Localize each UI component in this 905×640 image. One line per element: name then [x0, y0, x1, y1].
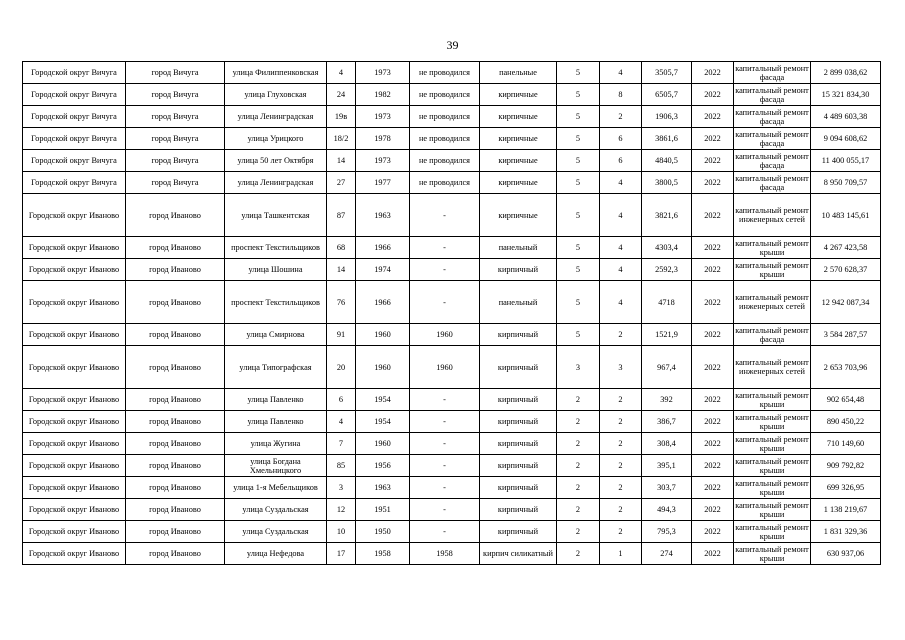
cell-floors: 5 [557, 194, 600, 237]
cell-locality: город Иваново [126, 259, 225, 281]
cell-repair-year: 2022 [692, 411, 734, 433]
cell-cost: 8 950 709,57 [811, 172, 881, 194]
cell-build-year: 1960 [356, 433, 410, 455]
cell-build-year: 1977 [356, 172, 410, 194]
cell-municipality: Городской округ Иваново [23, 324, 126, 346]
cell-area: 395,1 [642, 455, 692, 477]
table-row [23, 477, 881, 499]
cell-entrances: 2 [600, 433, 642, 455]
cell-wall-material: кирпичный [480, 411, 557, 433]
cell-last-repair-year: - [410, 477, 480, 499]
cell-area: 6505,7 [642, 84, 692, 106]
table-row [23, 346, 881, 389]
table-row [23, 543, 881, 565]
cell-last-repair-year: - [410, 499, 480, 521]
cell-wall-material: кирпичный [480, 433, 557, 455]
cell-cost: 4 489 603,38 [811, 106, 881, 128]
cell-cost: 2 899 038,62 [811, 62, 881, 84]
cell-wall-material: кирпичный [480, 477, 557, 499]
cell-entrances: 4 [600, 281, 642, 324]
cell-cost: 15 321 834,30 [811, 84, 881, 106]
cell-build-year: 1982 [356, 84, 410, 106]
cell-cost: 902 654,48 [811, 389, 881, 411]
cell-house-number: 68 [327, 237, 356, 259]
cell-municipality: Городской округ Иваново [23, 194, 126, 237]
table-row [23, 259, 881, 281]
cell-house-number: 14 [327, 150, 356, 172]
cell-build-year: 1951 [356, 499, 410, 521]
cell-repair-year: 2022 [692, 150, 734, 172]
table-row [23, 237, 881, 259]
cell-locality: город Иваново [126, 455, 225, 477]
cell-locality: город Иваново [126, 346, 225, 389]
cell-build-year: 1958 [356, 543, 410, 565]
cell-municipality: Городской округ Иваново [23, 543, 126, 565]
cell-cost: 12 942 087,34 [811, 281, 881, 324]
cell-repair-year: 2022 [692, 324, 734, 346]
cell-repair-year: 2022 [692, 389, 734, 411]
cell-cost: 10 483 145,61 [811, 194, 881, 237]
cell-locality: город Иваново [126, 237, 225, 259]
cell-entrances: 2 [600, 106, 642, 128]
cell-street: улица Суздальская [225, 499, 327, 521]
cell-entrances: 6 [600, 150, 642, 172]
cell-locality: город Иваново [126, 543, 225, 565]
cell-build-year: 1973 [356, 106, 410, 128]
cell-street: улица Суздальская [225, 521, 327, 543]
cell-wall-material: панельный [480, 281, 557, 324]
cell-repair-type: капитальный ремонт инженерных сетей [734, 281, 811, 324]
cell-area: 392 [642, 389, 692, 411]
cell-floors: 3 [557, 346, 600, 389]
cell-entrances: 4 [600, 194, 642, 237]
cell-street: улица Ташкентская [225, 194, 327, 237]
cell-last-repair-year: не проводился [410, 62, 480, 84]
housing-repair-table [22, 61, 881, 565]
cell-last-repair-year: - [410, 455, 480, 477]
cell-repair-year: 2022 [692, 84, 734, 106]
cell-cost: 4 267 423,58 [811, 237, 881, 259]
cell-area: 1521,9 [642, 324, 692, 346]
cell-entrances: 6 [600, 128, 642, 150]
cell-floors: 5 [557, 259, 600, 281]
cell-repair-year: 2022 [692, 237, 734, 259]
page-number: 39 [446, 38, 459, 52]
cell-floors: 5 [557, 106, 600, 128]
cell-repair-type: капитальный ремонт фасада [735, 151, 809, 170]
cell-locality: город Вичуга [126, 128, 225, 150]
cell-repair-year: 2022 [692, 281, 734, 324]
cell-wall-material: панельные [480, 62, 557, 84]
cell-municipality: Городской округ Иваново [23, 237, 126, 259]
table-row [23, 84, 881, 106]
cell-area: 308,4 [642, 433, 692, 455]
cell-house-number: 12 [327, 499, 356, 521]
cell-repair-year: 2022 [692, 455, 734, 477]
table-row [23, 389, 881, 411]
cell-repair-type: капитальный ремонт крыши [735, 412, 809, 431]
cell-house-number: 10 [327, 521, 356, 543]
cell-build-year: 1966 [356, 237, 410, 259]
table-row [23, 499, 881, 521]
table-row [23, 455, 881, 477]
cell-last-repair-year: не проводился [410, 172, 480, 194]
cell-repair-year: 2022 [692, 477, 734, 499]
cell-street: улица Смирнова [225, 324, 327, 346]
cell-floors: 5 [557, 84, 600, 106]
cell-street: улица Павленко [225, 411, 327, 433]
cell-repair-type: капитальный ремонт фасада [735, 173, 809, 192]
cell-last-repair-year: - [410, 281, 480, 324]
cell-area: 1906,3 [642, 106, 692, 128]
cell-repair-type: капитальный ремонт крыши [735, 500, 809, 519]
cell-area: 494,3 [642, 499, 692, 521]
cell-street: улица Типографская [225, 346, 327, 389]
cell-wall-material: кирпичный [480, 455, 557, 477]
table-row [23, 521, 881, 543]
cell-locality: город Иваново [126, 477, 225, 499]
cell-cost: 1 138 219,67 [811, 499, 881, 521]
cell-wall-material: кирпичный [480, 389, 557, 411]
table-row [23, 194, 881, 237]
cell-build-year: 1960 [356, 346, 410, 389]
cell-house-number: 18/2 [327, 128, 356, 150]
cell-municipality: Городской округ Иваново [23, 455, 126, 477]
table-row [23, 281, 881, 324]
cell-locality: город Вичуга [126, 172, 225, 194]
cell-build-year: 1954 [356, 389, 410, 411]
cell-last-repair-year: - [410, 237, 480, 259]
cell-floors: 2 [557, 433, 600, 455]
cell-wall-material: кирпичный [480, 324, 557, 346]
cell-repair-type: капитальный ремонт крыши [735, 390, 809, 409]
cell-area: 795,3 [642, 521, 692, 543]
cell-street: улица Богдана Хмельницкого [225, 455, 327, 477]
cell-repair-type: капитальный ремонт крыши [735, 522, 809, 541]
cell-cost: 9 094 608,62 [811, 128, 881, 150]
cell-repair-type: капитальный ремонт фасада [735, 107, 809, 126]
cell-area: 3861,6 [642, 128, 692, 150]
cell-cost: 1 831 329,36 [811, 521, 881, 543]
cell-locality: город Иваново [126, 194, 225, 237]
cell-repair-year: 2022 [692, 62, 734, 84]
cell-entrances: 2 [600, 499, 642, 521]
cell-floors: 5 [557, 128, 600, 150]
cell-floors: 2 [557, 411, 600, 433]
cell-street: улица 1-я Мебельщиков [225, 477, 327, 499]
cell-floors: 2 [557, 521, 600, 543]
cell-repair-type: капитальный ремонт крыши [735, 238, 809, 257]
cell-municipality: Городской округ Иваново [23, 346, 126, 389]
cell-entrances: 2 [600, 411, 642, 433]
cell-cost: 699 326,95 [811, 477, 881, 499]
cell-last-repair-year: не проводился [410, 150, 480, 172]
cell-area: 3800,5 [642, 172, 692, 194]
cell-floors: 5 [557, 324, 600, 346]
cell-wall-material: кирпичные [480, 128, 557, 150]
cell-municipality: Городской округ Вичуга [23, 150, 126, 172]
cell-wall-material: кирпичные [480, 150, 557, 172]
cell-last-repair-year: 1958 [410, 543, 480, 565]
cell-locality: город Иваново [126, 499, 225, 521]
cell-locality: город Иваново [126, 433, 225, 455]
cell-last-repair-year: не проводился [410, 84, 480, 106]
cell-house-number: 4 [327, 411, 356, 433]
cell-floors: 2 [557, 389, 600, 411]
cell-repair-type: капитальный ремонт инженерных сетей [734, 346, 811, 389]
cell-last-repair-year: - [410, 521, 480, 543]
cell-wall-material: кирпичные [480, 106, 557, 128]
cell-repair-type: капитальный ремонт крыши [735, 434, 809, 453]
cell-area: 2592,3 [642, 259, 692, 281]
cell-cost: 2 570 628,37 [811, 259, 881, 281]
cell-municipality: Городской округ Иваново [23, 521, 126, 543]
cell-repair-year: 2022 [692, 346, 734, 389]
cell-entrances: 2 [600, 389, 642, 411]
cell-street: улица Нефедова [225, 543, 327, 565]
cell-repair-type: капитальный ремонт крыши [735, 456, 809, 475]
cell-last-repair-year: не проводился [410, 128, 480, 150]
cell-wall-material: кирпичные [480, 194, 557, 237]
cell-house-number: 17 [327, 543, 356, 565]
cell-street: улица Ленинградская [225, 172, 327, 194]
cell-house-number: 24 [327, 84, 356, 106]
cell-street: проспект Текстильщиков [225, 281, 327, 324]
cell-municipality: Городской округ Иваново [23, 389, 126, 411]
cell-last-repair-year: - [410, 259, 480, 281]
cell-wall-material: кирпичный [480, 346, 557, 389]
cell-build-year: 1963 [356, 194, 410, 237]
cell-locality: город Вичуга [126, 62, 225, 84]
cell-repair-type: капитальный ремонт фасада [735, 129, 809, 148]
cell-street: улица Филиппенковская [225, 62, 327, 84]
cell-repair-type: капитальный ремонт фасада [735, 325, 809, 344]
table-row [23, 411, 881, 433]
cell-area: 303,7 [642, 477, 692, 499]
cell-entrances: 1 [600, 543, 642, 565]
cell-wall-material: кирпичный [480, 521, 557, 543]
cell-build-year: 1966 [356, 281, 410, 324]
cell-cost: 11 400 055,17 [811, 150, 881, 172]
cell-entrances: 4 [600, 62, 642, 84]
cell-repair-type: капитальный ремонт крыши [735, 544, 809, 563]
cell-locality: город Вичуга [126, 150, 225, 172]
cell-repair-year: 2022 [692, 172, 734, 194]
cell-build-year: 1963 [356, 477, 410, 499]
cell-last-repair-year: 1960 [410, 346, 480, 389]
cell-area: 967,4 [642, 346, 692, 389]
cell-locality: город Вичуга [126, 84, 225, 106]
cell-house-number: 6 [327, 389, 356, 411]
cell-build-year: 1973 [356, 62, 410, 84]
cell-floors: 2 [557, 477, 600, 499]
cell-repair-type: капитальный ремонт фасада [735, 63, 809, 82]
cell-wall-material: кирпичный [480, 259, 557, 281]
cell-street: улица Павленко [225, 389, 327, 411]
cell-house-number: 27 [327, 172, 356, 194]
cell-repair-year: 2022 [692, 128, 734, 150]
cell-house-number: 19в [327, 106, 356, 128]
cell-municipality: Городской округ Вичуга [23, 106, 126, 128]
cell-house-number: 91 [327, 324, 356, 346]
cell-house-number: 87 [327, 194, 356, 237]
cell-last-repair-year: - [410, 194, 480, 237]
cell-house-number: 85 [327, 455, 356, 477]
cell-repair-year: 2022 [692, 259, 734, 281]
cell-repair-year: 2022 [692, 194, 734, 237]
cell-area: 4303,4 [642, 237, 692, 259]
cell-cost: 909 792,82 [811, 455, 881, 477]
cell-municipality: Городской округ Иваново [23, 433, 126, 455]
cell-repair-year: 2022 [692, 433, 734, 455]
cell-municipality: Городской округ Вичуга [23, 62, 126, 84]
cell-street: улица 50 лет Октября [225, 150, 327, 172]
cell-repair-type: капитальный ремонт крыши [735, 260, 809, 279]
cell-build-year: 1956 [356, 455, 410, 477]
cell-area: 3821,6 [642, 194, 692, 237]
cell-municipality: Городской округ Иваново [23, 499, 126, 521]
cell-municipality: Городской округ Вичуга [23, 84, 126, 106]
cell-wall-material: кирпичные [480, 172, 557, 194]
cell-floors: 5 [557, 150, 600, 172]
cell-street: улица Урицкого [225, 128, 327, 150]
cell-street: проспект Текстильщиков [225, 237, 327, 259]
cell-municipality: Городской округ Вичуга [23, 128, 126, 150]
cell-entrances: 2 [600, 455, 642, 477]
cell-house-number: 76 [327, 281, 356, 324]
cell-build-year: 1954 [356, 411, 410, 433]
cell-area: 4718 [642, 281, 692, 324]
cell-municipality: Городской округ Иваново [23, 281, 126, 324]
cell-wall-material: панельный [480, 237, 557, 259]
cell-last-repair-year: не проводился [410, 106, 480, 128]
table-row [23, 172, 881, 194]
cell-repair-year: 2022 [692, 521, 734, 543]
cell-entrances: 4 [600, 172, 642, 194]
cell-build-year: 1974 [356, 259, 410, 281]
table-row [23, 150, 881, 172]
cell-municipality: Городской округ Иваново [23, 259, 126, 281]
cell-entrances: 2 [600, 477, 642, 499]
cell-floors: 5 [557, 237, 600, 259]
cell-locality: город Иваново [126, 411, 225, 433]
cell-repair-type: капитальный ремонт крыши [735, 478, 809, 497]
cell-last-repair-year: - [410, 389, 480, 411]
cell-wall-material: кирпичные [480, 84, 557, 106]
table-row [23, 62, 881, 84]
cell-build-year: 1960 [356, 324, 410, 346]
cell-cost: 890 450,22 [811, 411, 881, 433]
cell-locality: город Иваново [126, 521, 225, 543]
cell-house-number: 20 [327, 346, 356, 389]
table-row [23, 324, 881, 346]
cell-cost: 630 937,06 [811, 543, 881, 565]
cell-entrances: 2 [600, 521, 642, 543]
cell-street: улица Глуховская [225, 84, 327, 106]
cell-repair-type: капитальный ремонт фасада [735, 85, 809, 104]
cell-area: 386,7 [642, 411, 692, 433]
cell-floors: 2 [557, 543, 600, 565]
cell-last-repair-year: 1960 [410, 324, 480, 346]
cell-floors: 5 [557, 172, 600, 194]
cell-floors: 5 [557, 62, 600, 84]
cell-wall-material: кирпичный [480, 499, 557, 521]
cell-repair-year: 2022 [692, 499, 734, 521]
cell-area: 4840,5 [642, 150, 692, 172]
cell-house-number: 4 [327, 62, 356, 84]
cell-repair-year: 2022 [692, 106, 734, 128]
cell-build-year: 1973 [356, 150, 410, 172]
cell-floors: 2 [557, 455, 600, 477]
cell-floors: 2 [557, 499, 600, 521]
table-row [23, 106, 881, 128]
cell-locality: город Вичуга [126, 106, 225, 128]
cell-entrances: 3 [600, 346, 642, 389]
table-row [23, 128, 881, 150]
cell-entrances: 4 [600, 237, 642, 259]
cell-repair-year: 2022 [692, 543, 734, 565]
cell-locality: город Иваново [126, 389, 225, 411]
cell-build-year: 1978 [356, 128, 410, 150]
cell-municipality: Городской округ Иваново [23, 477, 126, 499]
cell-area: 274 [642, 543, 692, 565]
cell-locality: город Иваново [126, 324, 225, 346]
cell-cost: 710 149,60 [811, 433, 881, 455]
cell-house-number: 14 [327, 259, 356, 281]
cell-locality: город Иваново [126, 281, 225, 324]
cell-last-repair-year: - [410, 411, 480, 433]
cell-house-number: 7 [327, 433, 356, 455]
cell-street: улица Жугина [225, 433, 327, 455]
cell-cost: 2 653 703,96 [811, 346, 881, 389]
cell-build-year: 1950 [356, 521, 410, 543]
cell-floors: 5 [557, 281, 600, 324]
cell-municipality: Городской округ Вичуга [23, 172, 126, 194]
cell-repair-type: капитальный ремонт инженерных сетей [734, 194, 811, 237]
cell-area: 3505,7 [642, 62, 692, 84]
cell-municipality: Городской округ Иваново [23, 411, 126, 433]
cell-street: улица Ленинградская [225, 106, 327, 128]
cell-house-number: 3 [327, 477, 356, 499]
cell-cost: 3 584 287,57 [811, 324, 881, 346]
cell-entrances: 4 [600, 259, 642, 281]
cell-street: улица Шошина [225, 259, 327, 281]
cell-entrances: 8 [600, 84, 642, 106]
cell-last-repair-year: - [410, 433, 480, 455]
table-row [23, 433, 881, 455]
cell-entrances: 2 [600, 324, 642, 346]
cell-wall-material: кирпич силикатный [480, 543, 557, 565]
